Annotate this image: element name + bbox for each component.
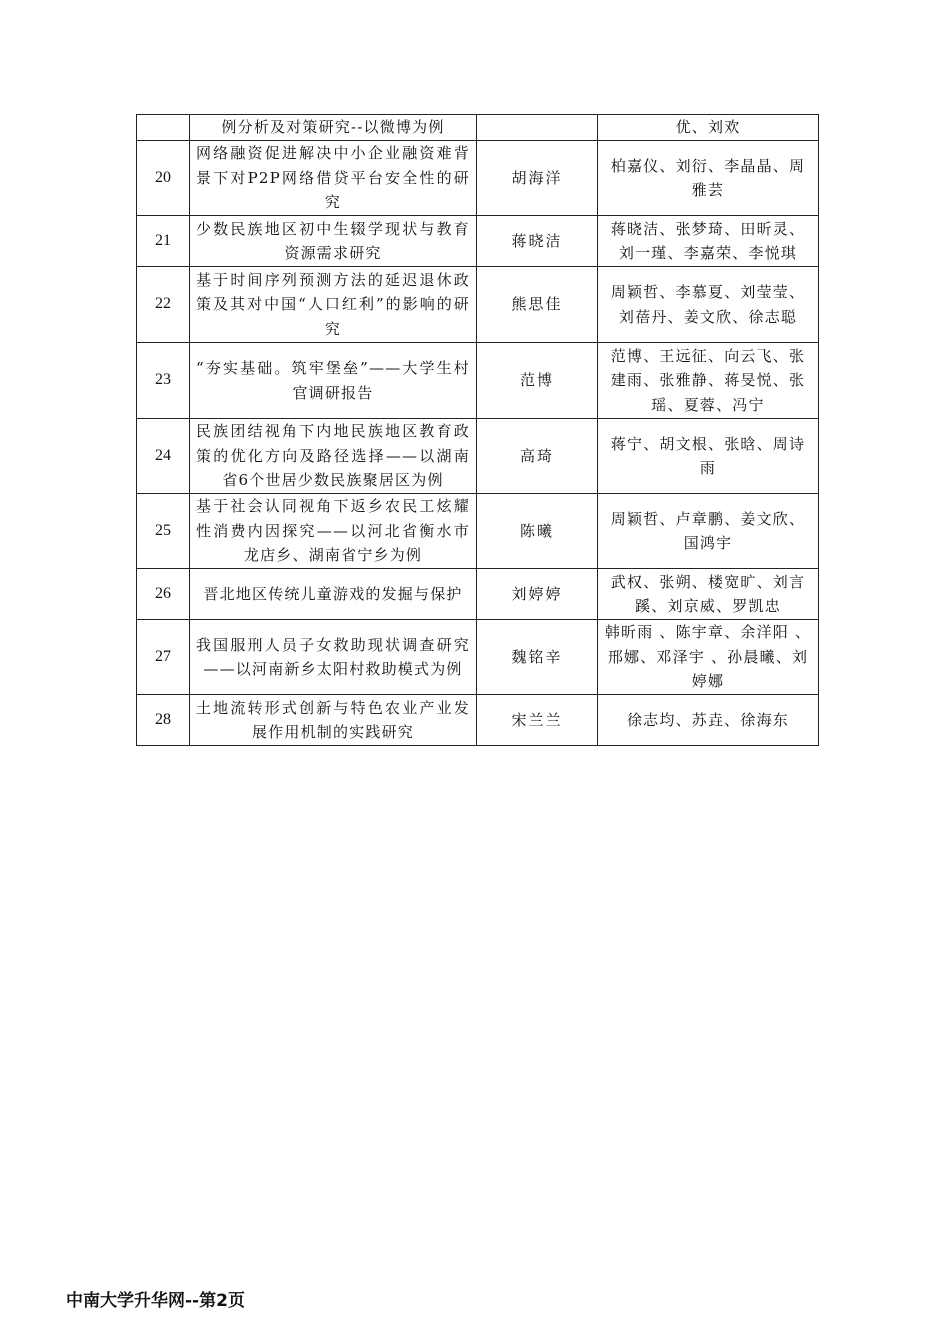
- table-row: [137, 141, 819, 216]
- project-title-cell: 民族团结视角下内地民族地区教育政策的优化方向及路径选择——以湖南省6个世居少数民族聚居区为例: [190, 419, 477, 494]
- project-leader-cell: 范博: [477, 343, 598, 419]
- row-number-cell: [137, 115, 190, 141]
- project-members-cell: 蒋晓洁、张梦琦、田昕灵、刘一瑾、李嘉荣、李悦琪: [598, 216, 819, 267]
- project-leader-cell: 熊思佳: [477, 267, 598, 343]
- project-members-cell: 徐志均、苏垚、徐海东: [598, 695, 819, 746]
- project-members-cell: 柏嘉仪、刘衍、李晶晶、周雅芸: [598, 141, 819, 216]
- project-title-cell: 土地流转形式创新与特色农业产业发展作用机制的实践研究: [190, 695, 477, 746]
- project-leader-cell: 蒋晓洁: [477, 216, 598, 267]
- page-footer: 中南大学升华网--第2页: [66, 1291, 245, 1311]
- table-row: [137, 216, 819, 267]
- row-number-cell: 23: [137, 343, 190, 419]
- project-members-cell: 蒋宁、胡文根、张晗、周诗雨: [598, 419, 819, 494]
- project-title-cell: 网络融资促进解决中小企业融资难背景下对P2P网络借贷平台安全性的研究: [190, 141, 477, 216]
- project-members-cell: 周颖哲、卢章鹏、姜文欣、国鸿宇: [598, 494, 819, 569]
- table-row: [137, 267, 819, 343]
- project-title-cell: 基于社会认同视角下返乡农民工炫耀性消费内因探究——以河北省衡水市龙店乡、湖南省宁乡为例: [190, 494, 477, 569]
- table-row: [137, 494, 819, 569]
- row-number-cell: 20: [137, 141, 190, 216]
- project-members-cell: 优、刘欢: [598, 115, 819, 141]
- row-number-cell: 24: [137, 419, 190, 494]
- project-leader-cell: 宋兰兰: [477, 695, 598, 746]
- project-title-cell: 基于时间序列预测方法的延迟退休政策及其对中国“人口红利”的影响的研究: [190, 267, 477, 343]
- project-leader-cell: 魏铭辛: [477, 620, 598, 695]
- project-title-cell: 少数民族地区初中生辍学现状与教育资源需求研究: [190, 216, 477, 267]
- row-number-cell: 21: [137, 216, 190, 267]
- project-members-cell: 武权、张朔、楼宽旷、刘言蹊、刘京威、罗凯忠: [598, 569, 819, 620]
- table-row: [137, 343, 819, 419]
- row-number-cell: 22: [137, 267, 190, 343]
- table-row: [137, 620, 819, 695]
- row-number-cell: 26: [137, 569, 190, 620]
- table-row: [137, 569, 819, 620]
- project-leader-cell: 胡海洋: [477, 141, 598, 216]
- project-title-cell: 晋北地区传统儿童游戏的发掘与保护: [190, 569, 477, 620]
- project-title-cell: 例分析及对策研究--以微博为例: [190, 115, 477, 141]
- project-leader-cell: 陈曦: [477, 494, 598, 569]
- row-number-cell: 27: [137, 620, 190, 695]
- project-leader-cell: [477, 115, 598, 141]
- project-leader-cell: 高琦: [477, 419, 598, 494]
- project-title-cell: 我国服刑人员子女救助现状调查研究——以河南新乡太阳村救助模式为例: [190, 620, 477, 695]
- project-leader-cell: 刘婷婷: [477, 569, 598, 620]
- project-table: [136, 114, 819, 746]
- table-row-continued: [137, 115, 819, 141]
- project-title-cell: “夯实基础。筑牢堡垒”——大学生村官调研报告: [190, 343, 477, 419]
- row-number-cell: 28: [137, 695, 190, 746]
- project-members-cell: 韩昕雨 、陈宇章、余洋阳 、邢娜、邓泽宇 、孙晨曦、刘婷娜: [598, 620, 819, 695]
- table-row: [137, 419, 819, 494]
- project-members-cell: 周颖哲、李慕夏、刘莹莹、刘蓓丹、姜文欣、徐志聪: [598, 267, 819, 343]
- project-members-cell: 范博、王远征、向云飞、张建雨、张雅静、蒋旻悦、张瑶、夏蓉、冯宁: [598, 343, 819, 419]
- row-number-cell: 25: [137, 494, 190, 569]
- table-row: [137, 695, 819, 746]
